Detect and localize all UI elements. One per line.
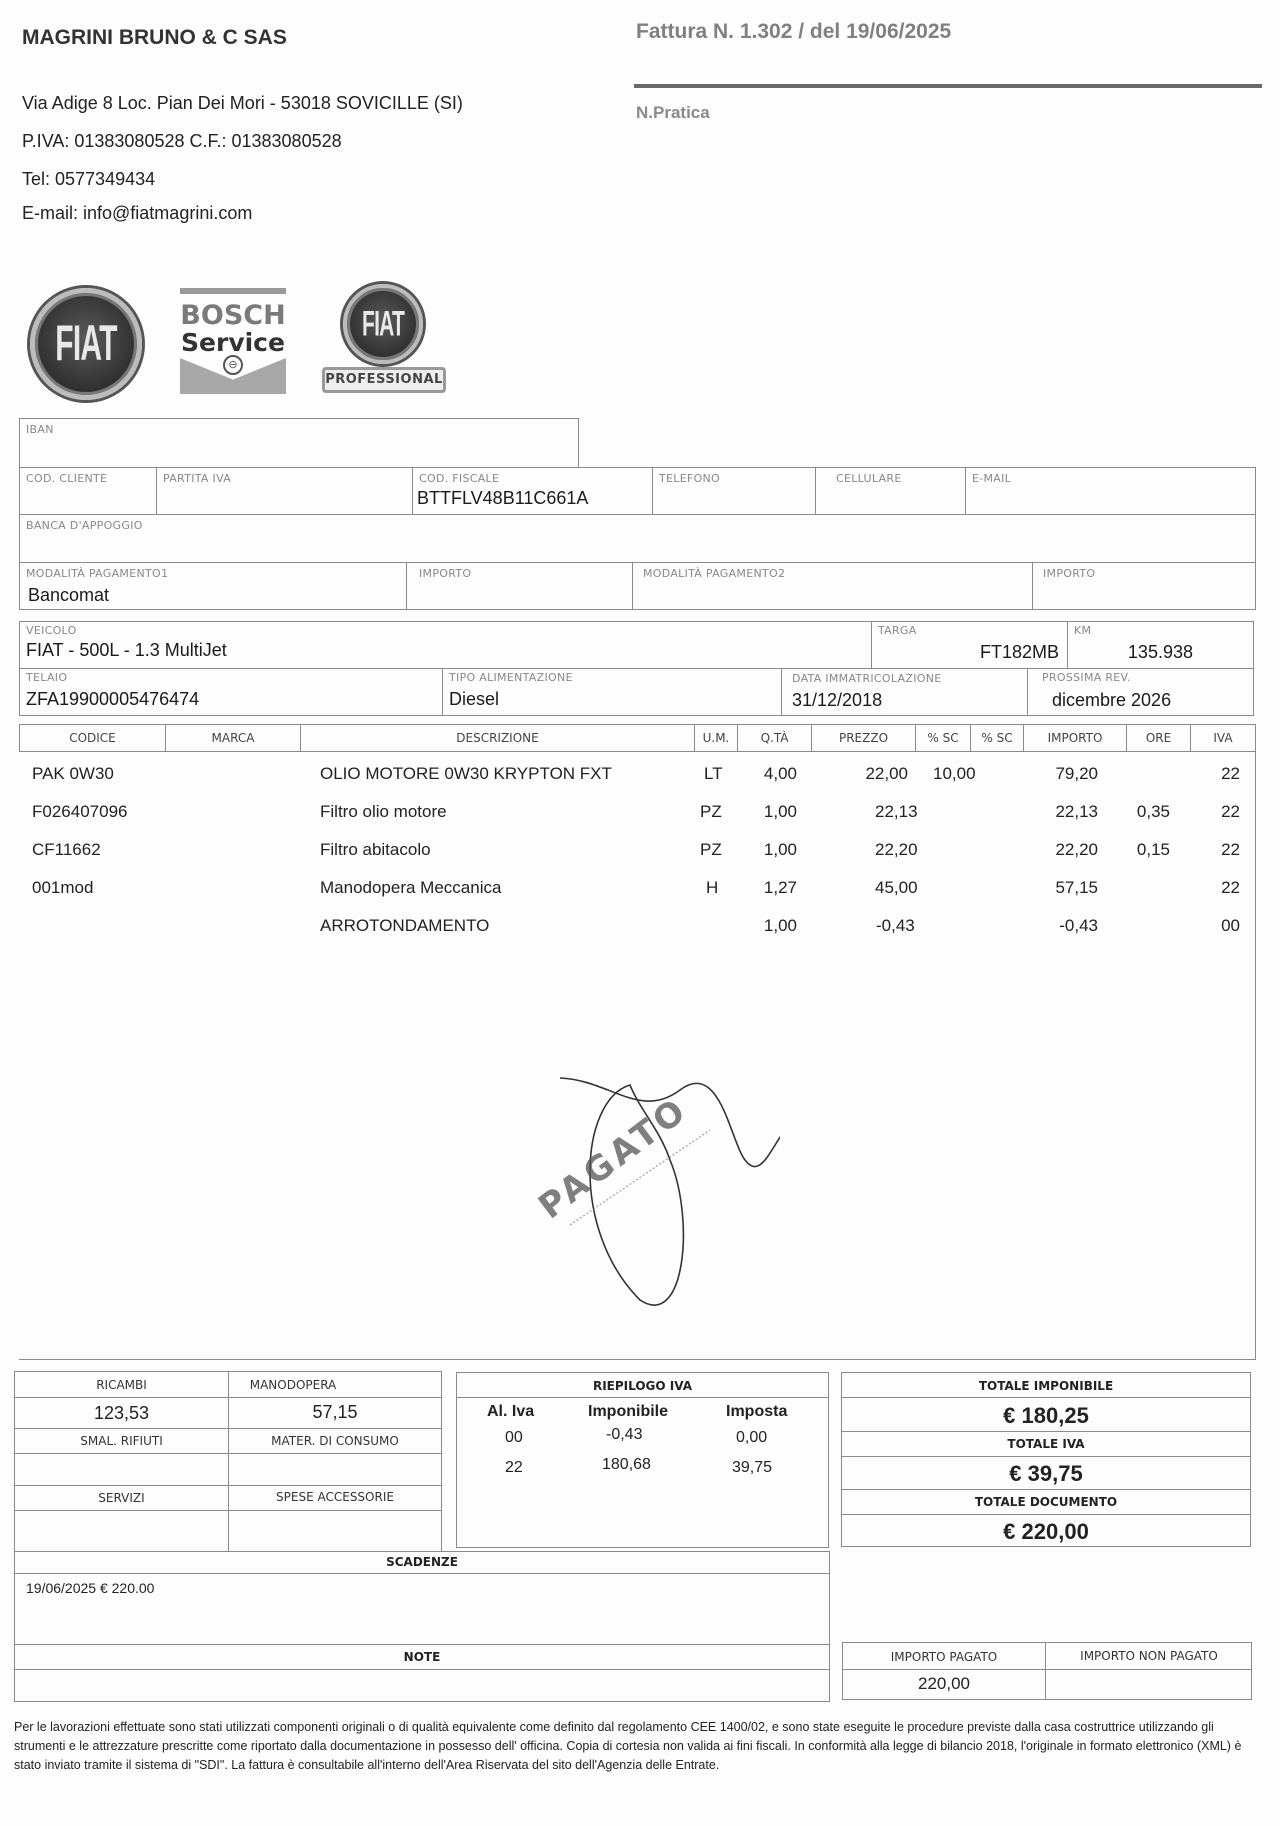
item-qta: 1,00 — [763, 916, 797, 935]
item-iva: 00 — [1221, 916, 1240, 935]
totale-documento-label: TOTALE DOCUMENTO — [974, 1495, 1118, 1509]
item-qta: 1,00 — [763, 840, 797, 859]
telefono-field — [653, 468, 816, 514]
iva-summary — [456, 1372, 829, 1548]
item-iva: 22 — [1221, 878, 1240, 897]
iva-summary-title: RIEPILOGO IVA — [592, 1379, 693, 1393]
company-email: E-mail: info@fiatmagrini.com — [22, 203, 253, 223]
item-um: PZ — [700, 840, 722, 859]
table-row — [19, 802, 1256, 832]
payment-status-box — [842, 1642, 1252, 1700]
totals-line — [842, 1431, 1250, 1432]
bosch-text: BOSCH — [180, 300, 286, 331]
totale-imponibile-label: TOTALE IMPONIBILE — [978, 1379, 1114, 1393]
col-descrizione: DESCRIZIONE — [301, 725, 695, 751]
col-sc1: % SC — [916, 725, 971, 751]
cod-fiscale-value: BTTFLV48B11C661A — [417, 488, 589, 508]
iva-imposta: 39,75 — [732, 1459, 773, 1476]
item-iva: 22 — [1221, 840, 1240, 859]
totals-line — [842, 1456, 1250, 1457]
item-codice: PAK 0W30 — [32, 764, 114, 783]
revisione-label: PROSSIMA REV. — [1042, 671, 1131, 684]
km-field — [1068, 622, 1253, 668]
col-sc2: % SC — [971, 725, 1024, 751]
importo1-field — [407, 563, 633, 609]
partita-iva-field — [157, 468, 413, 514]
item-ore: 0,15 — [1136, 840, 1170, 859]
col-prezzo: PREZZO — [812, 725, 916, 751]
item-um: LT — [704, 764, 723, 783]
summary-divider — [228, 1372, 229, 1551]
item-um: PZ — [700, 802, 722, 821]
importo1-label: IMPORTO — [419, 567, 472, 580]
customer-info-row — [19, 467, 1256, 515]
veicolo-value: FIAT - 500L - 1.3 MultiJet — [26, 640, 227, 660]
item-prezzo: 22,20 — [875, 840, 918, 859]
totale-documento-value: € 220,00 — [1003, 1519, 1089, 1544]
scadenza-entry: 19/06/2025 € 220.00 — [26, 1580, 155, 1596]
header-divider — [634, 84, 1262, 88]
pagamento1-label: MODALITÀ PAGAMENTO1 — [26, 567, 169, 580]
item-codice: CF11662 — [32, 840, 101, 859]
summary-line — [15, 1510, 441, 1511]
servizi-label: SERVIZI — [98, 1491, 145, 1505]
iva-imponibile: -0,43 — [606, 1426, 643, 1443]
col-iva: IVA — [1213, 731, 1233, 745]
item-qta: 1,00 — [763, 802, 797, 821]
pagamento2-field — [633, 563, 1033, 609]
bosch-emblem-icon: ⊖ — [223, 355, 243, 375]
iva-aliquota: 00 — [505, 1429, 523, 1446]
iva-aliquota: 22 — [505, 1459, 523, 1476]
pagamento1-value: Bancomat — [28, 585, 110, 605]
alimentazione-value: Diesel — [449, 689, 500, 709]
item-descrizione: Filtro olio motore — [320, 802, 447, 821]
cellulare-label: CELLULARE — [836, 472, 902, 485]
col-aliquota: Al. Iva — [487, 1403, 535, 1420]
banca-appoggio-field — [19, 514, 1256, 563]
vehicle-details-row — [19, 668, 1254, 716]
item-qta: 4,00 — [763, 764, 797, 783]
manodopera-value: 57,15 — [312, 1402, 358, 1422]
spese-accessorie-label: SPESE ACCESSORIE — [276, 1490, 394, 1504]
item-descrizione: Filtro abitacolo — [320, 840, 431, 859]
ricambi-value: 123,53 — [93, 1403, 150, 1423]
note-title: NOTE — [403, 1650, 441, 1664]
pratica-label: N.Pratica — [636, 103, 710, 122]
iva-summary-line — [457, 1397, 828, 1398]
paid-stamp — [520, 1030, 780, 1320]
item-iva: 22 — [1221, 802, 1240, 821]
item-prezzo: 22,13 — [875, 802, 918, 821]
item-prezzo: -0,43 — [876, 916, 915, 935]
iva-imponibile: 180,68 — [602, 1456, 651, 1473]
fiat-professional-logo-icon — [343, 284, 423, 364]
targa-field — [872, 622, 1068, 668]
telaio-label: TELAIO — [26, 671, 68, 684]
bosch-service-text: Service — [181, 328, 285, 357]
item-prezzo: 22,00 — [865, 764, 908, 783]
item-descrizione: ARROTONDAMENTO — [320, 916, 490, 935]
summary-line — [15, 1428, 441, 1429]
pagamento2-label: MODALITÀ PAGAMENTO2 — [643, 567, 786, 580]
professional-badge: PROFESSIONAL — [322, 367, 446, 393]
item-sconto: 10,00 — [933, 764, 976, 783]
iban-field — [19, 418, 579, 468]
fiat-logo-text: FIAT — [55, 315, 117, 371]
item-iva: 22 — [1221, 764, 1240, 783]
col-codice: CODICE — [20, 725, 166, 751]
importo-non-pagato-label: IMPORTO NON PAGATO — [1080, 1649, 1218, 1663]
footer-disclaimer: Per le lavorazioni effettuate sono stati utilizzati componenti originali o di qualità equivalente come definito dal regolamento CEE 1400/02, e sono state eseguite le procedure previste dalla casa costruttrice utilizzando gli strumenti e le attrezzature prescritte come riportato dalla documentazione in possesso dell' officina. Copia di cortesia non valida ai fini fiscali. In conformità alla legge di bilancio 2018, l'originale in formato elettronico (XML) è stato inviato tramite il sistema di "SDI". La fattura è consultabile all'interno dell'Area Riservata del sito dell'Agenzia delle Entrate. — [14, 1720, 1242, 1772]
item-codice: 001mod — [32, 878, 94, 897]
alimentazione-label: TIPO ALIMENTAZIONE — [449, 671, 573, 684]
costs-summary — [14, 1371, 442, 1552]
totale-iva-label: TOTALE IVA — [1007, 1437, 1085, 1451]
bosch-bar — [180, 288, 286, 294]
iva-imposta: 0,00 — [736, 1429, 768, 1446]
immatricolazione-label: DATA IMMATRICOLAZIONE — [792, 672, 942, 685]
veicolo-field — [20, 622, 872, 668]
paid-stamp-text: PAGATO — [531, 1089, 696, 1228]
cod-fiscale-label: COD. FISCALE — [419, 472, 500, 485]
totals-line — [842, 1514, 1250, 1515]
telefono-label: TELEFONO — [659, 472, 721, 485]
manodopera-label: MANODOPERA — [249, 1378, 337, 1392]
payment-line — [843, 1669, 1251, 1670]
summary-line — [15, 1485, 441, 1486]
telaio-field — [20, 669, 443, 715]
col-ore: ORE — [1127, 725, 1191, 751]
veicolo-label: VEICOLO — [26, 624, 77, 637]
importo-pagato-value: 220,00 — [918, 1674, 970, 1693]
item-qta: 1,27 — [763, 878, 797, 897]
totals-line — [842, 1397, 1250, 1398]
signature-icon — [520, 1030, 780, 1320]
iban-label: IBAN — [26, 423, 54, 436]
totale-iva-value: € 39,75 — [1009, 1461, 1083, 1486]
item-importo: 57,15 — [1055, 878, 1098, 897]
alimentazione-field — [443, 669, 782, 715]
col-importo: IMPORTO — [1024, 725, 1127, 751]
revisione-field — [1028, 669, 1253, 715]
item-importo: 22,20 — [1055, 840, 1098, 859]
table-row — [19, 840, 1256, 870]
col-um: U.M. — [695, 725, 738, 751]
bosch-service-logo-icon — [180, 288, 286, 394]
vehicle-row — [19, 621, 1254, 669]
importo2-field — [1033, 563, 1255, 609]
col-imponibile: Imponibile — [588, 1403, 668, 1420]
table-row — [19, 764, 1256, 794]
scadenze-title: SCADENZE — [386, 1555, 458, 1569]
totale-imponibile-value: € 180,25 — [1003, 1403, 1089, 1428]
immatricolazione-value: 31/12/2018 — [792, 690, 883, 710]
targa-label: TARGA — [878, 624, 917, 637]
cod-fiscale-field — [413, 468, 653, 514]
company-phone: Tel: 0577349434 — [22, 169, 156, 189]
summary-line — [15, 1397, 441, 1398]
items-bottom-border — [19, 1359, 1255, 1360]
item-descrizione: OLIO MOTORE 0W30 KRYPTON FXT — [320, 764, 612, 783]
item-importo: 22,13 — [1055, 802, 1098, 821]
table-row — [19, 916, 1256, 946]
partita-iva-label: PARTITA IVA — [163, 472, 232, 485]
item-codice: F026407096 — [32, 802, 128, 821]
cod-cliente-label: COD. CLIENTE — [26, 472, 108, 485]
importo-pagato-label: IMPORTO PAGATO — [890, 1650, 998, 1664]
telaio-value: ZFA19900005476474 — [26, 689, 200, 709]
company-vat: P.IVA: 01383080528 C.F.: 01383080528 — [22, 131, 342, 151]
km-label: KM — [1074, 624, 1092, 637]
item-descrizione: Manodopera Meccanica — [320, 878, 502, 897]
item-prezzo: 45,00 — [875, 878, 918, 897]
pagamento1-field — [20, 563, 407, 609]
totals-line — [842, 1489, 1250, 1490]
item-importo: -0,43 — [1059, 916, 1098, 935]
item-ore: 0,35 — [1136, 802, 1170, 821]
table-row — [19, 878, 1256, 908]
revisione-value: dicembre 2026 — [1052, 690, 1172, 710]
company-name: MAGRINI BRUNO & C SAS — [22, 26, 287, 49]
invoice-title: Fattura N. 1.302 / del 19/06/2025 — [636, 20, 952, 43]
fiat-professional-logo-text: FIAT — [361, 304, 405, 343]
targa-value: FT182MB — [979, 642, 1059, 662]
company-address: Via Adige 8 Loc. Pian Dei Mori - 53018 SOVICILLE (SI) — [22, 93, 463, 113]
col-imposta: Imposta — [726, 1403, 788, 1420]
scadenze-box — [14, 1551, 830, 1645]
ricambi-label: RICAMBI — [96, 1378, 147, 1392]
banca-appoggio-label: BANCA D'APPOGGIO — [26, 519, 143, 532]
mater-consumo-label: MATER. DI CONSUMO — [271, 1434, 399, 1448]
importo2-label: IMPORTO — [1043, 567, 1096, 580]
items-table-header — [19, 724, 1256, 752]
summary-line — [15, 1453, 441, 1454]
totals-box — [841, 1372, 1251, 1547]
km-value: 135.938 — [1127, 642, 1193, 662]
payment-method-row — [19, 562, 1256, 610]
note-box — [14, 1644, 830, 1702]
item-um: H — [706, 878, 719, 897]
note-line — [15, 1669, 829, 1670]
email-field — [966, 468, 1255, 514]
smal-rifiuti-label: SMAL. RIFIUTI — [80, 1434, 163, 1448]
item-importo: 79,20 — [1055, 764, 1098, 783]
scadenze-line — [15, 1573, 829, 1574]
cod-cliente-field — [20, 468, 157, 514]
fiat-logo-icon — [30, 288, 142, 400]
col-qta: Q.TÀ — [738, 725, 812, 751]
email-label: E-MAIL — [972, 472, 1012, 485]
cellulare-field — [816, 468, 966, 514]
col-marca: MARCA — [166, 725, 301, 751]
immatricolazione-field — [782, 669, 1028, 715]
